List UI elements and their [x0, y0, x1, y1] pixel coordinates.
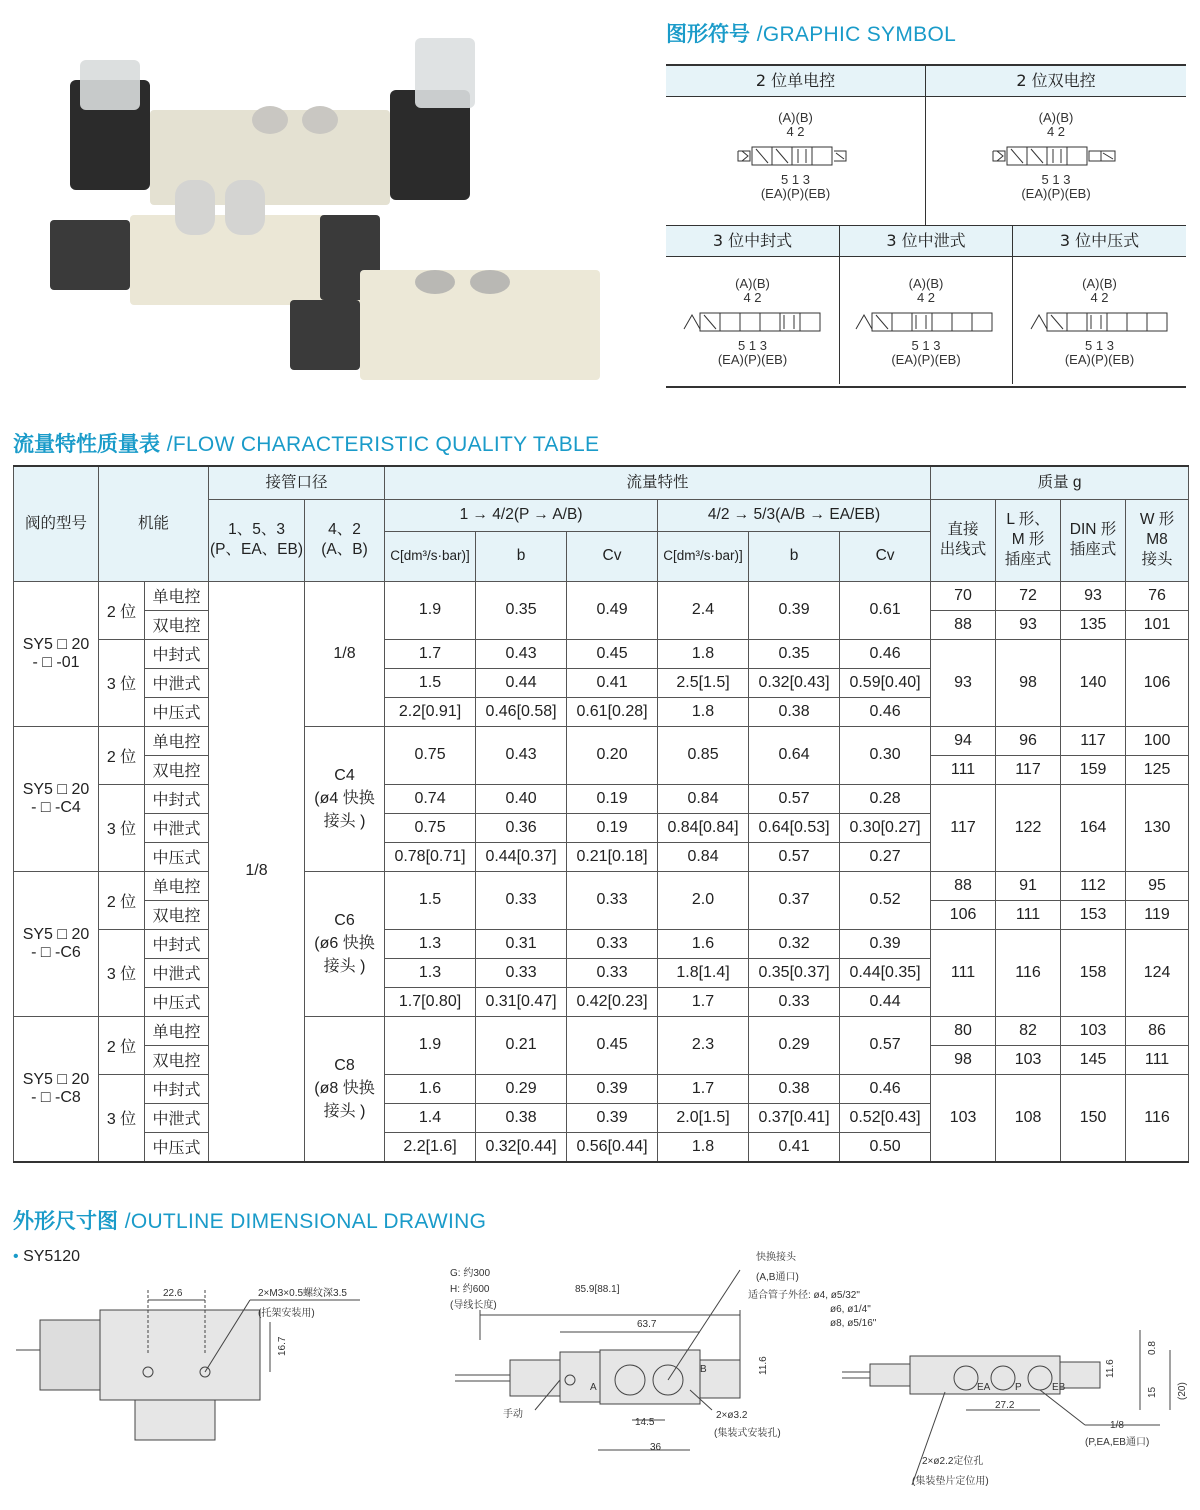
- cell-port-42: C6 (ø6 快换 接头 ): [305, 871, 385, 1016]
- port-b: B: [700, 1364, 707, 1375]
- label-1-8: 1/8: [1110, 1420, 1124, 1431]
- sym-head-2pos-single: 2 位单电控: [666, 66, 926, 96]
- th-dir1: 1 → 4/2(P → A/B): [385, 499, 658, 531]
- th-b1: b: [476, 531, 567, 581]
- cell-b2: 0.37[0.41]: [749, 1103, 840, 1132]
- drawing-side-view: [455, 1270, 740, 1450]
- cell-mass: 140: [1061, 639, 1126, 726]
- cell-position: 3 位: [99, 929, 145, 1016]
- cell-mass: 96: [996, 726, 1061, 755]
- cell-function: 中泄式: [145, 813, 209, 842]
- cell-cv2: 0.46: [840, 697, 931, 726]
- cell-cv2: 0.52: [840, 871, 931, 929]
- cell-function: 双电控: [145, 610, 209, 639]
- th-function: 机能: [99, 466, 209, 581]
- cell-b1: 0.43: [476, 639, 567, 668]
- port-label-bot1: 5 1 3: [1085, 338, 1114, 353]
- label-pin-note: (集装垫片定位用): [912, 1476, 989, 1487]
- cell-cv2: 0.44[0.35]: [840, 958, 931, 987]
- cell-c1: 1.5: [385, 668, 476, 697]
- sym-head-3pos-pressure: 3 位中压式: [1059, 231, 1140, 250]
- cell-function: 单电控: [145, 726, 209, 755]
- cell-b1: 0.36: [476, 813, 567, 842]
- cell-position: 3 位: [99, 639, 145, 726]
- port-label-top1: (A)(B): [778, 110, 813, 125]
- label-fit1: 适合管子外径: ø4, ø5/32": [748, 1290, 860, 1301]
- cell-b2: 0.29: [749, 1016, 840, 1074]
- cell-mass: 86: [1126, 1016, 1189, 1045]
- label-hole-note: (集装式安装孔): [714, 1428, 781, 1439]
- cell-model: SY5 □ 20 - □ -C8: [14, 1016, 99, 1162]
- symbol-3pos-closed: [666, 257, 840, 384]
- cell-c2: 1.8: [658, 697, 749, 726]
- valve-symbol-icon: [736, 145, 856, 167]
- cell-cv2: 0.46: [840, 639, 931, 668]
- th-cv2: Cv: [840, 531, 931, 581]
- cell-mass: 111: [931, 755, 996, 784]
- cell-mass: 80: [931, 1016, 996, 1045]
- flow-table-title: [13, 428, 599, 458]
- cell-b2: 0.38: [749, 697, 840, 726]
- th-mass-direct: 直接 出线式: [931, 499, 996, 581]
- th-b2: b: [749, 531, 840, 581]
- port-label-bot1: 5 1 3: [738, 338, 767, 353]
- cell-mass: 82: [996, 1016, 1061, 1045]
- dim-14-5: 14.5: [635, 1417, 655, 1428]
- cell-mass: 106: [1126, 639, 1189, 726]
- table-row: [14, 784, 1189, 813]
- cell-c2: 2.0[1.5]: [658, 1103, 749, 1132]
- cell-function: 双电控: [145, 1045, 209, 1074]
- bullet-icon: •: [13, 1248, 19, 1265]
- flow-table-title-en: /FLOW CHARACTERISTIC QUALITY TABLE: [166, 433, 600, 456]
- th-mass: 质量 g: [931, 466, 1189, 499]
- symbol-2pos-single: [666, 97, 926, 225]
- cell-function: 中封式: [145, 1074, 209, 1103]
- dim-36: 36: [650, 1442, 662, 1453]
- port-label-top2: 4 2: [1090, 290, 1109, 305]
- port-label-bot2: (EA)(P)(EB): [1064, 352, 1135, 367]
- cell-mass: 112: [1061, 871, 1126, 900]
- cell-cv2: 0.52[0.43]: [840, 1103, 931, 1132]
- th-port-135: 1、5、3 (P、EA、EB): [209, 499, 305, 581]
- lead-g: G: 约300: [450, 1268, 491, 1279]
- cell-b1: 0.46[0.58]: [476, 697, 567, 726]
- table-row: [14, 639, 1189, 668]
- cell-c2: 2.4: [658, 581, 749, 639]
- cell-c2: 0.84: [658, 784, 749, 813]
- cell-function: 中封式: [145, 929, 209, 958]
- cell-cv2: 0.61: [840, 581, 931, 639]
- cell-c1: 2.2[0.91]: [385, 697, 476, 726]
- cell-mass: 159: [1061, 755, 1126, 784]
- cell-mass: 93: [996, 610, 1061, 639]
- cell-b1: 0.40: [476, 784, 567, 813]
- cell-c2: 1.7: [658, 987, 749, 1016]
- port-label-bot2: (EA)(P)(EB): [760, 186, 831, 201]
- label-ports-note: (P,EA,EB通口): [1085, 1437, 1150, 1448]
- port-label-top2: 4 2: [1046, 124, 1066, 139]
- cell-b2: 0.32[0.43]: [749, 668, 840, 697]
- cell-c1: 1.4: [385, 1103, 476, 1132]
- cell-cv1: 0.21[0.18]: [567, 842, 658, 871]
- cell-c2: 2.0: [658, 871, 749, 929]
- port-label-bot1: 5 1 3: [1041, 172, 1071, 187]
- outline-title-en: /OUTLINE DIMENSIONAL DRAWING: [124, 1210, 487, 1233]
- port-eb: EB: [1052, 1382, 1066, 1393]
- dim-85-9: 85.9[88.1]: [575, 1284, 620, 1295]
- dim-11-6: 11.6: [758, 1356, 769, 1375]
- cell-mass: 101: [1126, 610, 1189, 639]
- cell-b2: 0.33: [749, 987, 840, 1016]
- cell-port-135: 1/8: [209, 581, 305, 1162]
- cell-mass: 150: [1061, 1074, 1126, 1162]
- cell-cv1: 0.39: [567, 1074, 658, 1103]
- cell-mass: 93: [1061, 581, 1126, 610]
- cell-mass: 119: [1126, 900, 1189, 929]
- cell-b2: 0.39: [749, 581, 840, 639]
- cell-b2: 0.35: [749, 639, 840, 668]
- cell-position: 2 位: [99, 581, 145, 639]
- cell-c1: 1.9: [385, 1016, 476, 1074]
- cell-c1: 0.75: [385, 813, 476, 842]
- valve-back: [70, 38, 475, 205]
- label-pin: 2×ø2.2定位孔: [922, 1456, 984, 1467]
- cell-b2: 0.32: [749, 929, 840, 958]
- cell-b2: 0.41: [749, 1132, 840, 1162]
- table-row: [14, 871, 1189, 900]
- symbol-3pos-pressure: [1013, 257, 1186, 384]
- graphic-symbol-title: [666, 18, 956, 48]
- cell-mass: 95: [1126, 871, 1189, 900]
- cell-b1: 0.38: [476, 1103, 567, 1132]
- cell-c2: 1.8: [658, 639, 749, 668]
- cell-position: 3 位: [99, 784, 145, 871]
- cell-b1: 0.33: [476, 958, 567, 987]
- cell-cv1: 0.49: [567, 581, 658, 639]
- cell-b2: 0.64: [749, 726, 840, 784]
- model-name: SY5120: [23, 1248, 80, 1265]
- th-port-size: 接管口径: [209, 466, 385, 499]
- cell-b2: 0.57: [749, 842, 840, 871]
- outline-title-cn: 外形尺寸图: [13, 1209, 118, 1233]
- cell-b2: 0.64[0.53]: [749, 813, 840, 842]
- cell-c1: 1.5: [385, 871, 476, 929]
- cell-cv1: 0.45: [567, 1016, 658, 1074]
- cell-mass: 70: [931, 581, 996, 610]
- cell-cv1: 0.20: [567, 726, 658, 784]
- label-hole: 2×ø3.2: [716, 1410, 748, 1421]
- cell-mass: 103: [1061, 1016, 1126, 1045]
- cell-mass: 88: [931, 871, 996, 900]
- cell-function: 中封式: [145, 784, 209, 813]
- cell-mass: 158: [1061, 929, 1126, 1016]
- cell-mass: 76: [1126, 581, 1189, 610]
- cell-mass: 117: [996, 755, 1061, 784]
- port-label-top1: (A)(B): [1038, 110, 1074, 125]
- cell-position: 2 位: [99, 871, 145, 929]
- cell-cv1: 0.41: [567, 668, 658, 697]
- port-label-top2: 4 2: [743, 290, 762, 305]
- dim-63-7: 63.7: [637, 1319, 657, 1330]
- cell-mass: 116: [1126, 1074, 1189, 1162]
- cell-mass: 91: [996, 871, 1061, 900]
- cell-mass: 100: [1126, 726, 1189, 755]
- cell-mass: 116: [996, 929, 1061, 1016]
- cell-mass: 122: [996, 784, 1061, 871]
- cell-c2: 1.8: [658, 1132, 749, 1162]
- cell-mass: 98: [931, 1045, 996, 1074]
- cell-c2: 1.8[1.4]: [658, 958, 749, 987]
- cell-position: 2 位: [99, 1016, 145, 1074]
- th-mass-lm: L 形、 M 形 插座式: [996, 499, 1061, 581]
- cell-function: 中泄式: [145, 1103, 209, 1132]
- cell-mass: 135: [1061, 610, 1126, 639]
- cell-c2: 1.6: [658, 929, 749, 958]
- port-p: P: [1015, 1382, 1022, 1393]
- cell-c1: 1.3: [385, 958, 476, 987]
- cell-mass: 117: [1061, 726, 1126, 755]
- sym-head-2pos-double: 2 位双电控: [1016, 71, 1096, 90]
- cell-mass: 93: [931, 639, 996, 726]
- cell-cv2: 0.46: [840, 1074, 931, 1103]
- cell-c2: 2.5[1.5]: [658, 668, 749, 697]
- port-ea: EA: [977, 1382, 991, 1393]
- port-label-bot2: (EA)(P)(EB): [717, 352, 788, 367]
- label-qc-ports: (A,B通口): [756, 1272, 799, 1283]
- th-c2: C[dm³/s·bar)]: [658, 531, 749, 581]
- port-label-top2: 4 2: [786, 124, 805, 139]
- label-fit2: ø6, ø1/4": [830, 1304, 871, 1315]
- graphic-symbol-table: [666, 64, 1186, 388]
- graphic-symbol-title-en: /GRAPHIC SYMBOL: [756, 23, 957, 46]
- cell-cv2: 0.30: [840, 726, 931, 784]
- th-mass-din: DIN 形 插座式: [1061, 499, 1126, 581]
- th-port-42: 4、2 (A、B): [305, 499, 385, 581]
- table-row: [14, 1016, 1189, 1045]
- cell-function: 中压式: [145, 697, 209, 726]
- cell-function: 中压式: [145, 987, 209, 1016]
- cell-c1: 1.6: [385, 1074, 476, 1103]
- cell-cv2: 0.50: [840, 1132, 931, 1162]
- product-photo: [20, 20, 620, 390]
- cell-function: 中封式: [145, 639, 209, 668]
- cell-model: SY5 □ 20 - □ -01: [14, 581, 99, 726]
- cell-mass: 88: [931, 610, 996, 639]
- cell-cv1: 0.19: [567, 784, 658, 813]
- cell-cv2: 0.28: [840, 784, 931, 813]
- sym-head-3pos-closed: 3 位中封式: [666, 226, 840, 256]
- table-row: [14, 1074, 1189, 1103]
- cell-mass: 125: [1126, 755, 1189, 784]
- flow-characteristic-table: [13, 465, 1189, 1163]
- sym-head-3pos-exhaust: 3 位中泄式: [840, 226, 1013, 256]
- cell-mass: 106: [931, 900, 996, 929]
- label-manual: 手动: [503, 1409, 523, 1420]
- cell-mass: 111: [931, 929, 996, 1016]
- port-label-top1: (A)(B): [1082, 276, 1117, 291]
- cell-mass: 111: [1126, 1045, 1189, 1074]
- cell-mass: 98: [996, 639, 1061, 726]
- cell-b2: 0.57: [749, 784, 840, 813]
- cell-cv1: 0.39: [567, 1103, 658, 1132]
- cell-cv2: 0.39: [840, 929, 931, 958]
- cell-mass: 124: [1126, 929, 1189, 1016]
- port-label-bot1: 5 1 3: [781, 172, 810, 187]
- table-row: [14, 929, 1189, 958]
- port-label-top2: 4 2: [916, 290, 936, 305]
- lead-length: (导线长度): [450, 1300, 497, 1311]
- cell-c1: 2.2[1.6]: [385, 1132, 476, 1162]
- cell-position: 3 位: [99, 1074, 145, 1162]
- cell-function: 双电控: [145, 755, 209, 784]
- cell-cv2: 0.59[0.40]: [840, 668, 931, 697]
- cell-mass: 130: [1126, 784, 1189, 871]
- cell-b2: 0.37: [749, 871, 840, 929]
- dim-15: 15: [1147, 1386, 1158, 1398]
- port-a: A: [590, 1382, 597, 1393]
- cell-mass: 117: [931, 784, 996, 871]
- cell-function: 单电控: [145, 871, 209, 900]
- cell-c2: 1.7: [658, 1074, 749, 1103]
- th-mass-w: W 形 M8 接头: [1126, 499, 1189, 581]
- cell-b1: 0.29: [476, 1074, 567, 1103]
- cell-c1: 0.75: [385, 726, 476, 784]
- label-fit3: ø8, ø5/16": [830, 1318, 877, 1329]
- cell-b1: 0.21: [476, 1016, 567, 1074]
- valve-symbol-icon: [991, 145, 1121, 167]
- cell-c1: 1.9: [385, 581, 476, 639]
- cell-cv1: 0.42[0.23]: [567, 987, 658, 1016]
- symbol-2pos-double: [926, 97, 1186, 225]
- dim-0-8: 0.8: [1147, 1341, 1158, 1355]
- dim-22-6: 22.6: [163, 1288, 183, 1299]
- cell-function: 中泄式: [145, 668, 209, 697]
- table-row: [14, 581, 1189, 610]
- valve-symbol-icon: [1029, 311, 1174, 333]
- cell-b1: 0.35: [476, 581, 567, 639]
- cell-port-42: C8 (ø8 快换 接头 ): [305, 1016, 385, 1162]
- cell-mass: 103: [931, 1074, 996, 1162]
- cell-position: 2 位: [99, 726, 145, 784]
- graphic-symbol-title-cn: 图形符号: [666, 22, 750, 46]
- cell-function: 中压式: [145, 1132, 209, 1162]
- lead-h: H: 约600: [450, 1284, 490, 1295]
- cell-function: 中泄式: [145, 958, 209, 987]
- cell-mass: 103: [996, 1045, 1061, 1074]
- cell-cv1: 0.56[0.44]: [567, 1132, 658, 1162]
- valve-symbol-icon: [854, 311, 999, 333]
- outline-title: [13, 1205, 486, 1235]
- cell-cv1: 0.33: [567, 958, 658, 987]
- cell-function: 中压式: [145, 842, 209, 871]
- dim-16-7: 16.7: [277, 1336, 288, 1356]
- cell-cv2: 0.30[0.27]: [840, 813, 931, 842]
- th-c1: C[dm³/s·bar)]: [385, 531, 476, 581]
- th-cv1: Cv: [567, 531, 658, 581]
- cell-function: 单电控: [145, 581, 209, 610]
- table-row: [14, 726, 1189, 755]
- port-label-top1: (A)(B): [908, 276, 944, 291]
- cell-c1: 1.7[0.80]: [385, 987, 476, 1016]
- th-dir2: 4/2 → 5/3(A/B → EA/EB): [658, 499, 931, 531]
- cell-mass: 145: [1061, 1045, 1126, 1074]
- cell-b1: 0.31: [476, 929, 567, 958]
- th-model: 阀的型号: [14, 466, 99, 581]
- note-thread: 2×M3×0.5螺纹深3.5: [258, 1288, 347, 1299]
- dim-27-2: 27.2: [995, 1400, 1015, 1411]
- cell-b1: 0.44: [476, 668, 567, 697]
- cell-model: SY5 □ 20 - □ -C6: [14, 871, 99, 1016]
- valve-symbol-icon: [682, 311, 827, 333]
- cell-c2: 0.85: [658, 726, 749, 784]
- cell-mass: 164: [1061, 784, 1126, 871]
- cell-mass: 153: [1061, 900, 1126, 929]
- cell-mass: 72: [996, 581, 1061, 610]
- note-bracket: (托架安装用): [258, 1308, 315, 1319]
- dim-20: (20): [1177, 1382, 1188, 1400]
- cell-c2: 0.84[0.84]: [658, 813, 749, 842]
- cell-mass: 108: [996, 1074, 1061, 1162]
- th-flow-char: 流量特性: [385, 466, 931, 499]
- cell-cv1: 0.33: [567, 929, 658, 958]
- cell-cv1: 0.45: [567, 639, 658, 668]
- port-label-top1: (A)(B): [735, 276, 770, 291]
- cell-b1: 0.33: [476, 871, 567, 929]
- flow-table-title-cn: 流量特性质量表: [13, 432, 160, 456]
- port-label-bot1: 5 1 3: [911, 338, 941, 353]
- cell-cv1: 0.19: [567, 813, 658, 842]
- cell-c1: 1.7: [385, 639, 476, 668]
- port-label-bot2: (EA)(P)(EB): [891, 352, 961, 367]
- symbol-3pos-exhaust: [840, 257, 1013, 384]
- cell-function: 单电控: [145, 1016, 209, 1045]
- cell-function: 双电控: [145, 900, 209, 929]
- cell-c1: 0.74: [385, 784, 476, 813]
- cell-cv1: 0.33: [567, 871, 658, 929]
- cell-c1: 1.3: [385, 929, 476, 958]
- cell-cv2: 0.27: [840, 842, 931, 871]
- cell-c1: 0.78[0.71]: [385, 842, 476, 871]
- port-label-bot2: (EA)(P)(EB): [1021, 186, 1091, 201]
- cell-mass: 94: [931, 726, 996, 755]
- cell-cv1: 0.61[0.28]: [567, 697, 658, 726]
- cell-b2: 0.35[0.37]: [749, 958, 840, 987]
- dim-11-6b: 11.6: [1105, 1359, 1116, 1378]
- cell-b1: 0.44[0.37]: [476, 842, 567, 871]
- cell-port-42: C4 (ø4 快换 接头 ): [305, 726, 385, 871]
- cell-c2: 0.84: [658, 842, 749, 871]
- cell-c2: 2.3: [658, 1016, 749, 1074]
- cell-port-42: 1/8: [305, 581, 385, 726]
- cell-model: SY5 □ 20 - □ -C4: [14, 726, 99, 871]
- cell-cv2: 0.44: [840, 987, 931, 1016]
- cell-cv2: 0.57: [840, 1016, 931, 1074]
- cell-b1: 0.31[0.47]: [476, 987, 567, 1016]
- cell-b1: 0.43: [476, 726, 567, 784]
- cell-b1: 0.32[0.44]: [476, 1132, 567, 1162]
- label-qc: 快换接头: [756, 1252, 796, 1263]
- cell-mass: 111: [996, 900, 1061, 929]
- cell-b2: 0.38: [749, 1074, 840, 1103]
